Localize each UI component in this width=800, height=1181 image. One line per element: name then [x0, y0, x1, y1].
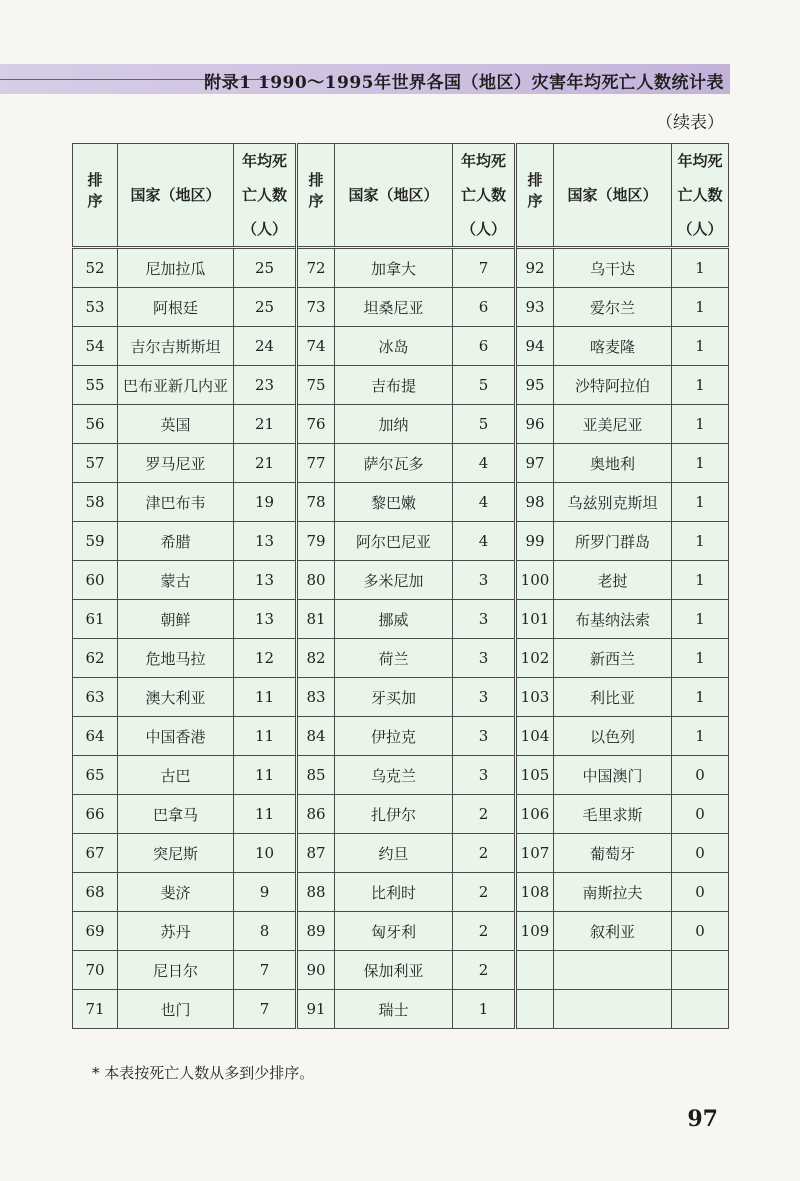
rank-cell: 103	[516, 678, 554, 717]
country-cell: 萨尔瓦多	[335, 444, 453, 483]
country-cell: 中国香港	[118, 717, 234, 756]
deaths-cell: 13	[234, 522, 297, 561]
deaths-cell: 0	[672, 795, 729, 834]
table-row	[73, 756, 729, 795]
country-cell: 吉尔吉斯斯坦	[118, 327, 234, 366]
rank-cell: 61	[73, 600, 118, 639]
rank-cell: 88	[297, 873, 335, 912]
deaths-cell: 1	[672, 248, 729, 288]
rank-cell: 67	[73, 834, 118, 873]
rank-cell: 77	[297, 444, 335, 483]
deaths-cell: 25	[234, 248, 297, 288]
country-cell: 挪威	[335, 600, 453, 639]
rank-cell: 56	[73, 405, 118, 444]
country-cell: 毛里求斯	[554, 795, 672, 834]
deaths-cell: 3	[453, 561, 516, 600]
rank-cell: 98	[516, 483, 554, 522]
deaths-cell: 0	[672, 873, 729, 912]
deaths-cell	[672, 990, 729, 1029]
rank-cell: 99	[516, 522, 554, 561]
deaths-cell: 6	[453, 327, 516, 366]
rank-cell: 52	[73, 248, 118, 288]
country-cell: 英国	[118, 405, 234, 444]
rank-cell: 82	[297, 639, 335, 678]
country-cell: 澳大利亚	[118, 678, 234, 717]
country-cell: 突尼斯	[118, 834, 234, 873]
rank-cell: 76	[297, 405, 335, 444]
deaths-cell: 3	[453, 639, 516, 678]
deaths-cell	[672, 951, 729, 990]
country-cell: 奥地利	[554, 444, 672, 483]
rank-cell: 97	[516, 444, 554, 483]
deaths-cell: 13	[234, 561, 297, 600]
country-cell: 以色列	[554, 717, 672, 756]
deaths-cell: 1	[672, 522, 729, 561]
rank-cell: 92	[516, 248, 554, 288]
deaths-cell: 2	[453, 873, 516, 912]
deaths-header: 年均死 亡人数 （人）	[234, 144, 297, 248]
deaths-cell: 4	[453, 483, 516, 522]
country-cell: 古巴	[118, 756, 234, 795]
rank-cell: 69	[73, 912, 118, 951]
country-cell: 牙买加	[335, 678, 453, 717]
rank-cell: 104	[516, 717, 554, 756]
deaths-cell: 11	[234, 717, 297, 756]
table-row	[73, 288, 729, 327]
country-cell: 瑞士	[335, 990, 453, 1029]
deaths-cell: 13	[234, 600, 297, 639]
country-cell: 南斯拉夫	[554, 873, 672, 912]
country-cell: 巴拿马	[118, 795, 234, 834]
table-row	[73, 795, 729, 834]
rank-cell: 94	[516, 327, 554, 366]
rank-cell: 109	[516, 912, 554, 951]
rank-cell: 96	[516, 405, 554, 444]
deaths-cell: 2	[453, 951, 516, 990]
deaths-cell: 7	[234, 990, 297, 1029]
country-cell: 利比亚	[554, 678, 672, 717]
rank-cell: 105	[516, 756, 554, 795]
rank-cell: 57	[73, 444, 118, 483]
country-cell: 乌兹别克斯坦	[554, 483, 672, 522]
country-cell: 保加利亚	[335, 951, 453, 990]
rank-cell	[516, 990, 554, 1029]
rank-cell: 62	[73, 639, 118, 678]
country-cell: 沙特阿拉伯	[554, 366, 672, 405]
country-cell: 爱尔兰	[554, 288, 672, 327]
table-row	[73, 873, 729, 912]
disaster-deaths-table	[72, 143, 729, 1029]
country-cell: 匈牙利	[335, 912, 453, 951]
deaths-header: 年均死 亡人数 （人）	[672, 144, 729, 248]
rank-header: 排序	[73, 144, 118, 248]
page-number: 97	[687, 1106, 718, 1132]
rank-cell: 100	[516, 561, 554, 600]
country-cell: 阿根廷	[118, 288, 234, 327]
deaths-cell: 1	[672, 288, 729, 327]
table-row	[73, 834, 729, 873]
country-cell: 黎巴嫩	[335, 483, 453, 522]
country-header: 国家（地区）	[335, 144, 453, 248]
rank-cell: 78	[297, 483, 335, 522]
deaths-cell: 11	[234, 678, 297, 717]
rank-cell: 89	[297, 912, 335, 951]
deaths-cell: 4	[453, 522, 516, 561]
country-cell: 约旦	[335, 834, 453, 873]
rank-cell: 70	[73, 951, 118, 990]
country-cell: 荷兰	[335, 639, 453, 678]
footnote: * 本表按死亡人数从多到少排序。	[92, 1064, 315, 1082]
country-cell: 乌克兰	[335, 756, 453, 795]
table-row	[73, 444, 729, 483]
country-cell: 苏丹	[118, 912, 234, 951]
deaths-cell: 1	[672, 444, 729, 483]
country-cell: 布基纳法索	[554, 600, 672, 639]
rank-cell: 73	[297, 288, 335, 327]
country-cell: 中国澳门	[554, 756, 672, 795]
deaths-cell: 1	[672, 561, 729, 600]
rank-cell: 106	[516, 795, 554, 834]
deaths-cell: 1	[672, 366, 729, 405]
deaths-cell: 1	[672, 405, 729, 444]
country-cell: 喀麦隆	[554, 327, 672, 366]
rank-cell: 54	[73, 327, 118, 366]
rank-cell: 95	[516, 366, 554, 405]
rank-cell: 55	[73, 366, 118, 405]
deaths-cell: 3	[453, 717, 516, 756]
deaths-cell: 2	[453, 912, 516, 951]
deaths-cell: 24	[234, 327, 297, 366]
deaths-cell: 11	[234, 756, 297, 795]
deaths-cell: 1	[672, 600, 729, 639]
deaths-header: 年均死 亡人数 （人）	[453, 144, 516, 248]
deaths-cell: 2	[453, 795, 516, 834]
deaths-cell: 9	[234, 873, 297, 912]
deaths-cell: 6	[453, 288, 516, 327]
table-row	[73, 248, 729, 288]
country-cell: 加拿大	[335, 248, 453, 288]
deaths-cell: 1	[672, 678, 729, 717]
country-cell: 比利时	[335, 873, 453, 912]
rank-cell: 101	[516, 600, 554, 639]
rank-cell: 102	[516, 639, 554, 678]
deaths-cell: 1	[672, 717, 729, 756]
deaths-cell: 5	[453, 405, 516, 444]
deaths-cell: 19	[234, 483, 297, 522]
country-cell	[554, 990, 672, 1029]
country-cell: 叙利亚	[554, 912, 672, 951]
country-cell: 巴布亚新几内亚	[118, 366, 234, 405]
rank-cell: 108	[516, 873, 554, 912]
deaths-cell: 1	[672, 483, 729, 522]
continued-label: （续表）	[656, 113, 724, 133]
country-cell: 津巴布韦	[118, 483, 234, 522]
rank-cell: 81	[297, 600, 335, 639]
rank-header: 排序	[516, 144, 554, 248]
table-row	[73, 405, 729, 444]
deaths-cell: 7	[453, 248, 516, 288]
country-header: 国家（地区）	[118, 144, 234, 248]
country-cell	[554, 951, 672, 990]
country-cell: 朝鲜	[118, 600, 234, 639]
rank-cell: 65	[73, 756, 118, 795]
country-cell: 老挝	[554, 561, 672, 600]
deaths-cell: 5	[453, 366, 516, 405]
country-cell: 扎伊尔	[335, 795, 453, 834]
rank-cell: 74	[297, 327, 335, 366]
rank-header: 排序	[297, 144, 335, 248]
country-cell: 加纳	[335, 405, 453, 444]
table-row	[73, 912, 729, 951]
rank-cell: 87	[297, 834, 335, 873]
country-cell: 危地马拉	[118, 639, 234, 678]
rank-cell: 60	[73, 561, 118, 600]
country-cell: 蒙古	[118, 561, 234, 600]
rank-cell: 90	[297, 951, 335, 990]
deaths-cell: 3	[453, 600, 516, 639]
deaths-cell: 10	[234, 834, 297, 873]
table-row	[73, 717, 729, 756]
country-cell: 也门	[118, 990, 234, 1029]
country-cell: 斐济	[118, 873, 234, 912]
deaths-cell: 1	[672, 327, 729, 366]
table-row	[73, 561, 729, 600]
rank-cell: 80	[297, 561, 335, 600]
rank-cell: 72	[297, 248, 335, 288]
table-row	[73, 678, 729, 717]
rank-cell: 83	[297, 678, 335, 717]
rank-cell: 71	[73, 990, 118, 1029]
rank-cell: 53	[73, 288, 118, 327]
deaths-cell: 3	[453, 756, 516, 795]
deaths-cell: 23	[234, 366, 297, 405]
rank-cell: 86	[297, 795, 335, 834]
country-cell: 多米尼加	[335, 561, 453, 600]
country-cell: 罗马尼亚	[118, 444, 234, 483]
table-row	[73, 600, 729, 639]
deaths-cell: 3	[453, 678, 516, 717]
country-cell: 新西兰	[554, 639, 672, 678]
deaths-cell: 2	[453, 834, 516, 873]
rank-cell: 59	[73, 522, 118, 561]
table-row	[73, 990, 729, 1029]
deaths-cell: 21	[234, 444, 297, 483]
table-row	[73, 639, 729, 678]
deaths-cell: 25	[234, 288, 297, 327]
deaths-cell: 1	[672, 639, 729, 678]
page-title: 附录1 1990～1995年世界各国（地区）灾害年均死亡人数统计表	[204, 73, 724, 93]
deaths-cell: 4	[453, 444, 516, 483]
deaths-cell: 0	[672, 834, 729, 873]
table-row	[73, 366, 729, 405]
rank-cell: 75	[297, 366, 335, 405]
rank-cell: 63	[73, 678, 118, 717]
deaths-cell: 0	[672, 912, 729, 951]
table-row	[73, 522, 729, 561]
rank-cell: 84	[297, 717, 335, 756]
country-cell: 所罗门群岛	[554, 522, 672, 561]
table-row	[73, 483, 729, 522]
country-cell: 乌干达	[554, 248, 672, 288]
country-cell: 坦桑尼亚	[335, 288, 453, 327]
table-row	[73, 327, 729, 366]
rank-cell: 68	[73, 873, 118, 912]
deaths-cell: 21	[234, 405, 297, 444]
rank-cell: 93	[516, 288, 554, 327]
country-cell: 尼加拉瓜	[118, 248, 234, 288]
rank-cell: 58	[73, 483, 118, 522]
table-header-row	[73, 144, 729, 248]
rank-cell: 64	[73, 717, 118, 756]
deaths-cell: 7	[234, 951, 297, 990]
rank-cell: 79	[297, 522, 335, 561]
country-cell: 阿尔巴尼亚	[335, 522, 453, 561]
country-cell: 希腊	[118, 522, 234, 561]
deaths-cell: 0	[672, 756, 729, 795]
deaths-cell: 1	[453, 990, 516, 1029]
country-header: 国家（地区）	[554, 144, 672, 248]
country-cell: 吉布提	[335, 366, 453, 405]
rank-cell: 66	[73, 795, 118, 834]
deaths-cell: 8	[234, 912, 297, 951]
rank-cell: 91	[297, 990, 335, 1029]
table-row	[73, 951, 729, 990]
rank-cell: 85	[297, 756, 335, 795]
country-cell: 尼日尔	[118, 951, 234, 990]
country-cell: 葡萄牙	[554, 834, 672, 873]
country-cell: 亚美尼亚	[554, 405, 672, 444]
country-cell: 伊拉克	[335, 717, 453, 756]
deaths-cell: 12	[234, 639, 297, 678]
country-cell: 冰岛	[335, 327, 453, 366]
rank-cell: 107	[516, 834, 554, 873]
rank-cell	[516, 951, 554, 990]
deaths-cell: 11	[234, 795, 297, 834]
